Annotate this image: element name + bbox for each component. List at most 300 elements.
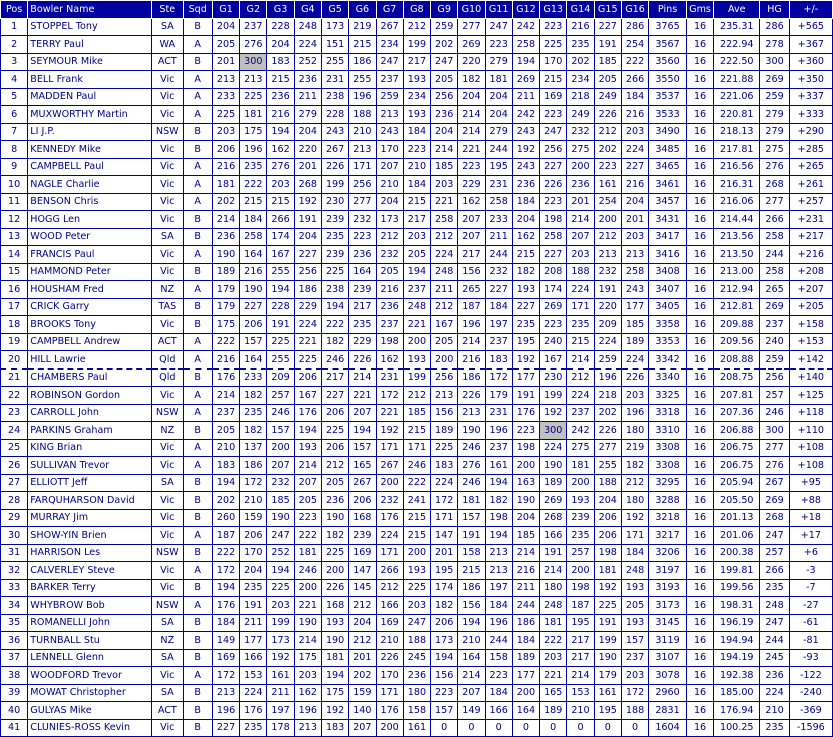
cell-g4: 181	[294, 544, 321, 562]
cell-g5: 200	[321, 562, 348, 580]
cell-g2: 206	[240, 527, 267, 545]
cell-g15: 220	[594, 298, 621, 316]
cell-hg: 224	[760, 684, 789, 702]
cell-g5: 193	[321, 614, 348, 632]
cell-g15: 202	[594, 404, 621, 422]
cell-pins: 3078	[649, 667, 687, 685]
cell-g2: 157	[240, 333, 267, 351]
cell-g6: 235	[349, 316, 376, 334]
cell-hg: 236	[760, 667, 789, 685]
cell-ave: 208.88	[714, 351, 760, 369]
cell-g6: 169	[349, 544, 376, 562]
cell-g3: 167	[267, 246, 294, 264]
cell-g7: 212	[376, 579, 403, 597]
cell-g10: 269	[458, 36, 485, 54]
cell-g3: 246	[267, 404, 294, 422]
cell-g1: 194	[212, 579, 239, 597]
cell-hg: 277	[760, 439, 789, 457]
cell-g11: 195	[485, 158, 512, 176]
cell-g1: 201	[212, 53, 239, 71]
cell-g13: 169	[540, 88, 567, 106]
cell-g6: 212	[349, 632, 376, 650]
bowler-name: CLUNIES-ROSS Kevin	[28, 719, 152, 737]
cell-g3: 203	[267, 597, 294, 615]
cell-gms: 16	[686, 562, 713, 580]
cell-g15: 226	[594, 106, 621, 124]
cell-g5: 212	[321, 457, 348, 475]
cell-g4: 191	[294, 211, 321, 229]
cell-g5: 255	[321, 53, 348, 71]
cell-g9: 147	[431, 527, 458, 545]
cell-g5: 225	[321, 263, 348, 281]
cell-g16: 0	[621, 719, 648, 737]
cell-g7: 234	[376, 36, 403, 54]
cell-g14: 217	[567, 649, 594, 667]
cell-pos: 16	[1, 281, 28, 299]
table-header-row	[1, 1, 833, 19]
cell-g7: 247	[376, 53, 403, 71]
cell-g7: 267	[376, 18, 403, 36]
cell-g16: 216	[621, 106, 648, 124]
cell-g6: 236	[349, 246, 376, 264]
cell-g9: 214	[431, 141, 458, 159]
cell-pos: 25	[1, 439, 28, 457]
bowler-name: HOGG Len	[28, 211, 152, 229]
cell-g13: 215	[540, 71, 567, 89]
cell-g3: 225	[267, 333, 294, 351]
cell-plus-minus: -1596	[789, 719, 832, 737]
cell-g9: 204	[431, 123, 458, 141]
cell-g5: 230	[321, 193, 348, 211]
bowler-name: MUXWORTHY Martin	[28, 106, 152, 124]
cell-g14: 203	[567, 246, 594, 264]
cell-g6: 194	[349, 422, 376, 440]
cell-g13: 203	[540, 649, 567, 667]
table-row	[1, 562, 833, 580]
cell-g2: 170	[240, 544, 267, 562]
cell-g10: 149	[458, 702, 485, 720]
cell-g1: 205	[212, 422, 239, 440]
cell-sqd: B	[183, 544, 212, 562]
cell-g16: 213	[621, 246, 648, 264]
cell-g13: 170	[540, 53, 567, 71]
cell-ave: 212.94	[714, 281, 760, 299]
cell-g9: 156	[431, 404, 458, 422]
cell-g12: 164	[512, 702, 539, 720]
cell-g1: 184	[212, 614, 239, 632]
cell-g3: 247	[267, 527, 294, 545]
cell-ste: Vic	[152, 71, 183, 89]
cell-g4: 196	[294, 702, 321, 720]
cell-g11: 244	[485, 246, 512, 264]
cell-g14: 200	[567, 474, 594, 492]
bowler-name: STOPPEL Tony	[28, 18, 152, 36]
cell-g11: 279	[485, 123, 512, 141]
cell-g2: 175	[240, 123, 267, 141]
cell-g1: 179	[212, 281, 239, 299]
cell-g2: 182	[240, 387, 267, 405]
cell-ave: 209.88	[714, 316, 760, 334]
cell-ste: ACT	[152, 53, 183, 71]
cell-g5: 222	[321, 316, 348, 334]
cell-pos: 11	[1, 193, 28, 211]
cell-gms: 16	[686, 158, 713, 176]
cell-g13: 225	[540, 36, 567, 54]
cell-g5: 173	[321, 18, 348, 36]
cell-g1: 204	[212, 18, 239, 36]
cell-g13: 165	[540, 684, 567, 702]
cell-sqd: A	[183, 158, 212, 176]
cell-pos: 12	[1, 211, 28, 229]
cell-g14: 181	[567, 457, 594, 475]
cell-ste: WA	[152, 36, 183, 54]
cell-pos: 10	[1, 176, 28, 194]
cell-g9: 225	[431, 439, 458, 457]
cell-ste: Vic	[152, 316, 183, 334]
cell-g11: 211	[485, 228, 512, 246]
cell-g6: 145	[349, 579, 376, 597]
cell-g8: 194	[403, 263, 430, 281]
cell-g11: 158	[485, 649, 512, 667]
cell-g5: 175	[321, 684, 348, 702]
cell-g3: 276	[267, 158, 294, 176]
cell-g10: 214	[458, 123, 485, 141]
cell-g8: 199	[403, 369, 430, 387]
cell-g16: 204	[621, 193, 648, 211]
cell-g11: 197	[485, 316, 512, 334]
cell-pos: 15	[1, 263, 28, 281]
cell-g4: 213	[294, 719, 321, 737]
cell-g2: 164	[240, 351, 267, 369]
cell-ste: Vic	[152, 579, 183, 597]
cell-gms: 16	[686, 422, 713, 440]
cell-plus-minus: +205	[789, 298, 832, 316]
cell-g7: 210	[376, 176, 403, 194]
column-header-g4: G4	[294, 1, 321, 19]
cell-sqd: B	[183, 579, 212, 597]
cell-g16: 193	[621, 614, 648, 632]
cell-g8: 203	[403, 597, 430, 615]
cell-plus-minus: +153	[789, 333, 832, 351]
cell-g11: 279	[485, 53, 512, 71]
cell-g5: 239	[321, 211, 348, 229]
cell-g2: 213	[240, 71, 267, 89]
cell-g15: 213	[594, 246, 621, 264]
cell-g1: 194	[212, 474, 239, 492]
cell-ave: 199.56	[714, 579, 760, 597]
cell-g11: 198	[485, 509, 512, 527]
cell-g4: 224	[294, 36, 321, 54]
cell-g5: 192	[321, 702, 348, 720]
cell-pins: 3416	[649, 246, 687, 264]
cell-g2: 176	[240, 702, 267, 720]
cell-g10: 190	[458, 422, 485, 440]
cell-pos: 19	[1, 333, 28, 351]
cell-g8: 193	[403, 71, 430, 89]
cell-hg: 266	[760, 211, 789, 229]
cell-g8: 246	[403, 457, 430, 475]
cell-g6: 214	[349, 369, 376, 387]
cell-g4: 193	[294, 439, 321, 457]
cell-g15: 204	[594, 492, 621, 510]
cell-ste: SA	[152, 474, 183, 492]
cell-ste: SA	[152, 18, 183, 36]
cell-hg: 210	[760, 702, 789, 720]
bowler-name: MURRAY Jim	[28, 509, 152, 527]
cell-g10: 265	[458, 281, 485, 299]
bowler-name: WHYBROW Bob	[28, 597, 152, 615]
cell-g4: 268	[294, 176, 321, 194]
cell-g14: 153	[567, 684, 594, 702]
cell-plus-minus: +125	[789, 387, 832, 405]
cell-g11: 244	[485, 141, 512, 159]
cell-ste: Vic	[152, 667, 183, 685]
cell-plus-minus: +217	[789, 228, 832, 246]
cell-g15: 255	[594, 457, 621, 475]
cell-g8: 203	[403, 228, 430, 246]
cell-g15: 161	[594, 176, 621, 194]
cell-g10: 277	[458, 18, 485, 36]
cell-ave: 213.00	[714, 263, 760, 281]
cell-g13: 223	[540, 193, 567, 211]
cell-ave: 216.56	[714, 158, 760, 176]
cell-ste: SA	[152, 684, 183, 702]
cell-g7: 210	[376, 632, 403, 650]
cell-plus-minus: +88	[789, 492, 832, 510]
table-row	[1, 176, 833, 194]
cell-g13: 223	[540, 106, 567, 124]
cell-g16: 184	[621, 544, 648, 562]
cell-g11: 179	[485, 387, 512, 405]
cell-g12: 227	[512, 298, 539, 316]
cell-g6: 186	[349, 53, 376, 71]
cell-g2: 153	[240, 667, 267, 685]
cell-g14: 239	[567, 509, 594, 527]
cell-sqd: A	[183, 88, 212, 106]
bowler-name: BENSON Chris	[28, 193, 152, 211]
cell-gms: 16	[686, 351, 713, 369]
cell-g8: 215	[403, 193, 430, 211]
cell-gms: 16	[686, 597, 713, 615]
cell-g4: 207	[294, 474, 321, 492]
cell-g14: 242	[567, 422, 594, 440]
cell-g9: 167	[431, 316, 458, 334]
cell-g1: 149	[212, 632, 239, 650]
cell-g7: 176	[376, 509, 403, 527]
cell-pins: 3408	[649, 263, 687, 281]
cell-g12: 204	[512, 509, 539, 527]
cell-hg: 244	[760, 246, 789, 264]
cell-g8: 184	[403, 123, 430, 141]
cell-pos: 21	[1, 369, 28, 387]
cell-pos: 24	[1, 422, 28, 440]
cell-g1: 175	[212, 316, 239, 334]
table-row	[1, 509, 833, 527]
cell-ave: 206.75	[714, 457, 760, 475]
cell-g8: 200	[403, 544, 430, 562]
table-row	[1, 333, 833, 351]
cell-pos: 37	[1, 649, 28, 667]
table-row	[1, 106, 833, 124]
cell-ave: 194.19	[714, 649, 760, 667]
cell-g1: 187	[212, 527, 239, 545]
cell-g8: 184	[403, 176, 430, 194]
cell-hg: 276	[760, 158, 789, 176]
cell-g16: 177	[621, 298, 648, 316]
cell-sqd: B	[183, 684, 212, 702]
cell-pos: 33	[1, 579, 28, 597]
cell-ave: 206.75	[714, 439, 760, 457]
bowler-name: HAMMOND Peter	[28, 263, 152, 281]
cell-ste: Vic	[152, 158, 183, 176]
table-row	[1, 614, 833, 632]
cell-sqd: B	[183, 316, 212, 334]
cell-g2: 215	[240, 193, 267, 211]
cell-ave: 217.81	[714, 141, 760, 159]
cell-g2: 235	[240, 158, 267, 176]
cell-g16: 216	[621, 176, 648, 194]
cell-g12: 177	[512, 369, 539, 387]
cell-g16: 219	[621, 439, 648, 457]
cell-g12: 243	[512, 123, 539, 141]
cell-gms: 16	[686, 632, 713, 650]
cell-ave: 205.94	[714, 474, 760, 492]
cell-ste: Vic	[152, 176, 183, 194]
cell-g6: 202	[349, 667, 376, 685]
cell-g8: 212	[403, 387, 430, 405]
cell-gms: 16	[686, 474, 713, 492]
cell-g2: 181	[240, 106, 267, 124]
cell-plus-minus: +337	[789, 88, 832, 106]
cell-g15: 232	[594, 263, 621, 281]
bowler-name: NAGLE Charlie	[28, 176, 152, 194]
cell-g16: 203	[621, 228, 648, 246]
cell-g1: 172	[212, 562, 239, 580]
column-header-g3: G3	[267, 1, 294, 19]
cell-g12: 190	[512, 492, 539, 510]
cell-g12: 211	[512, 88, 539, 106]
cell-g10: 186	[458, 579, 485, 597]
bowler-name: KING Brian	[28, 439, 152, 457]
cell-g15: 0	[594, 719, 621, 737]
cell-g6: 207	[349, 719, 376, 737]
cell-g14: 214	[567, 211, 594, 229]
cell-ave: 222.50	[714, 53, 760, 71]
cell-hg: 268	[760, 509, 789, 527]
cell-g9: 236	[431, 106, 458, 124]
cell-pins: 3405	[649, 298, 687, 316]
cell-g3: 185	[267, 492, 294, 510]
cell-g3: 162	[267, 141, 294, 159]
cell-g8: 217	[403, 53, 430, 71]
perfect-game-cell: 300	[540, 422, 567, 440]
cell-g11: 213	[485, 544, 512, 562]
cell-pos: 38	[1, 667, 28, 685]
table-row	[1, 387, 833, 405]
cell-g14: 235	[567, 316, 594, 334]
cell-ave: 201.13	[714, 509, 760, 527]
cell-g16: 192	[621, 509, 648, 527]
cell-g3: 252	[267, 544, 294, 562]
cell-g6: 256	[349, 176, 376, 194]
cell-g12: 216	[512, 562, 539, 580]
table-row	[1, 667, 833, 685]
cell-gms: 16	[686, 649, 713, 667]
cell-hg: 259	[760, 88, 789, 106]
cell-g3: 178	[267, 719, 294, 737]
column-header-g7: G7	[376, 1, 403, 19]
cell-g1: 183	[212, 457, 239, 475]
cell-sqd: A	[183, 457, 212, 475]
cell-g5: 243	[321, 123, 348, 141]
cell-g8: 241	[403, 492, 430, 510]
cell-pos: 17	[1, 298, 28, 316]
cell-hg: 266	[760, 562, 789, 580]
cell-g12: 235	[512, 316, 539, 334]
column-header-g14: G14	[567, 1, 594, 19]
cell-pos: 14	[1, 246, 28, 264]
cell-g9: 206	[431, 614, 458, 632]
cell-g8: 221	[403, 316, 430, 334]
cell-g12: 269	[512, 71, 539, 89]
cell-g10: 181	[458, 492, 485, 510]
cell-g12: 191	[512, 387, 539, 405]
cell-g2: 196	[240, 141, 267, 159]
cell-g13: 180	[540, 579, 567, 597]
cell-g6: 207	[349, 404, 376, 422]
cell-pos: 1	[1, 18, 28, 36]
cell-g14: 198	[567, 579, 594, 597]
cell-g4: 211	[294, 88, 321, 106]
cell-sqd: B	[183, 492, 212, 510]
cell-g7: 172	[376, 387, 403, 405]
cell-g8: 248	[403, 298, 430, 316]
cell-g1: 213	[212, 684, 239, 702]
cell-g16: 254	[621, 36, 648, 54]
cell-pos: 40	[1, 702, 28, 720]
cell-g2: 235	[240, 719, 267, 737]
cell-g13: 222	[540, 632, 567, 650]
column-header-bowler-name: Bowler Name	[28, 1, 152, 19]
cell-g12: 204	[512, 211, 539, 229]
table-row	[1, 228, 833, 246]
column-header-sqd: Sqd	[183, 1, 212, 19]
cell-g12: 200	[512, 457, 539, 475]
table-row	[1, 246, 833, 264]
cell-g10: 204	[458, 88, 485, 106]
cell-g2: 227	[240, 298, 267, 316]
cell-g3: 204	[267, 36, 294, 54]
cell-g15: 161	[594, 684, 621, 702]
cell-g16: 171	[621, 527, 648, 545]
cell-g8: 188	[403, 632, 430, 650]
cell-g6: 219	[349, 18, 376, 36]
cell-g3: 266	[267, 211, 294, 229]
cell-g15: 191	[594, 281, 621, 299]
cell-g5: 238	[321, 281, 348, 299]
cell-hg: 246	[760, 404, 789, 422]
cell-plus-minus: +285	[789, 141, 832, 159]
cell-g13: 190	[540, 457, 567, 475]
cell-gms: 16	[686, 719, 713, 737]
cell-plus-minus: +110	[789, 422, 832, 440]
cell-ave: 192.38	[714, 667, 760, 685]
cell-g14: 188	[567, 263, 594, 281]
cell-g12: 194	[512, 53, 539, 71]
cell-g16: 196	[621, 404, 648, 422]
cell-g3: 194	[267, 123, 294, 141]
cell-pins: 3107	[649, 649, 687, 667]
